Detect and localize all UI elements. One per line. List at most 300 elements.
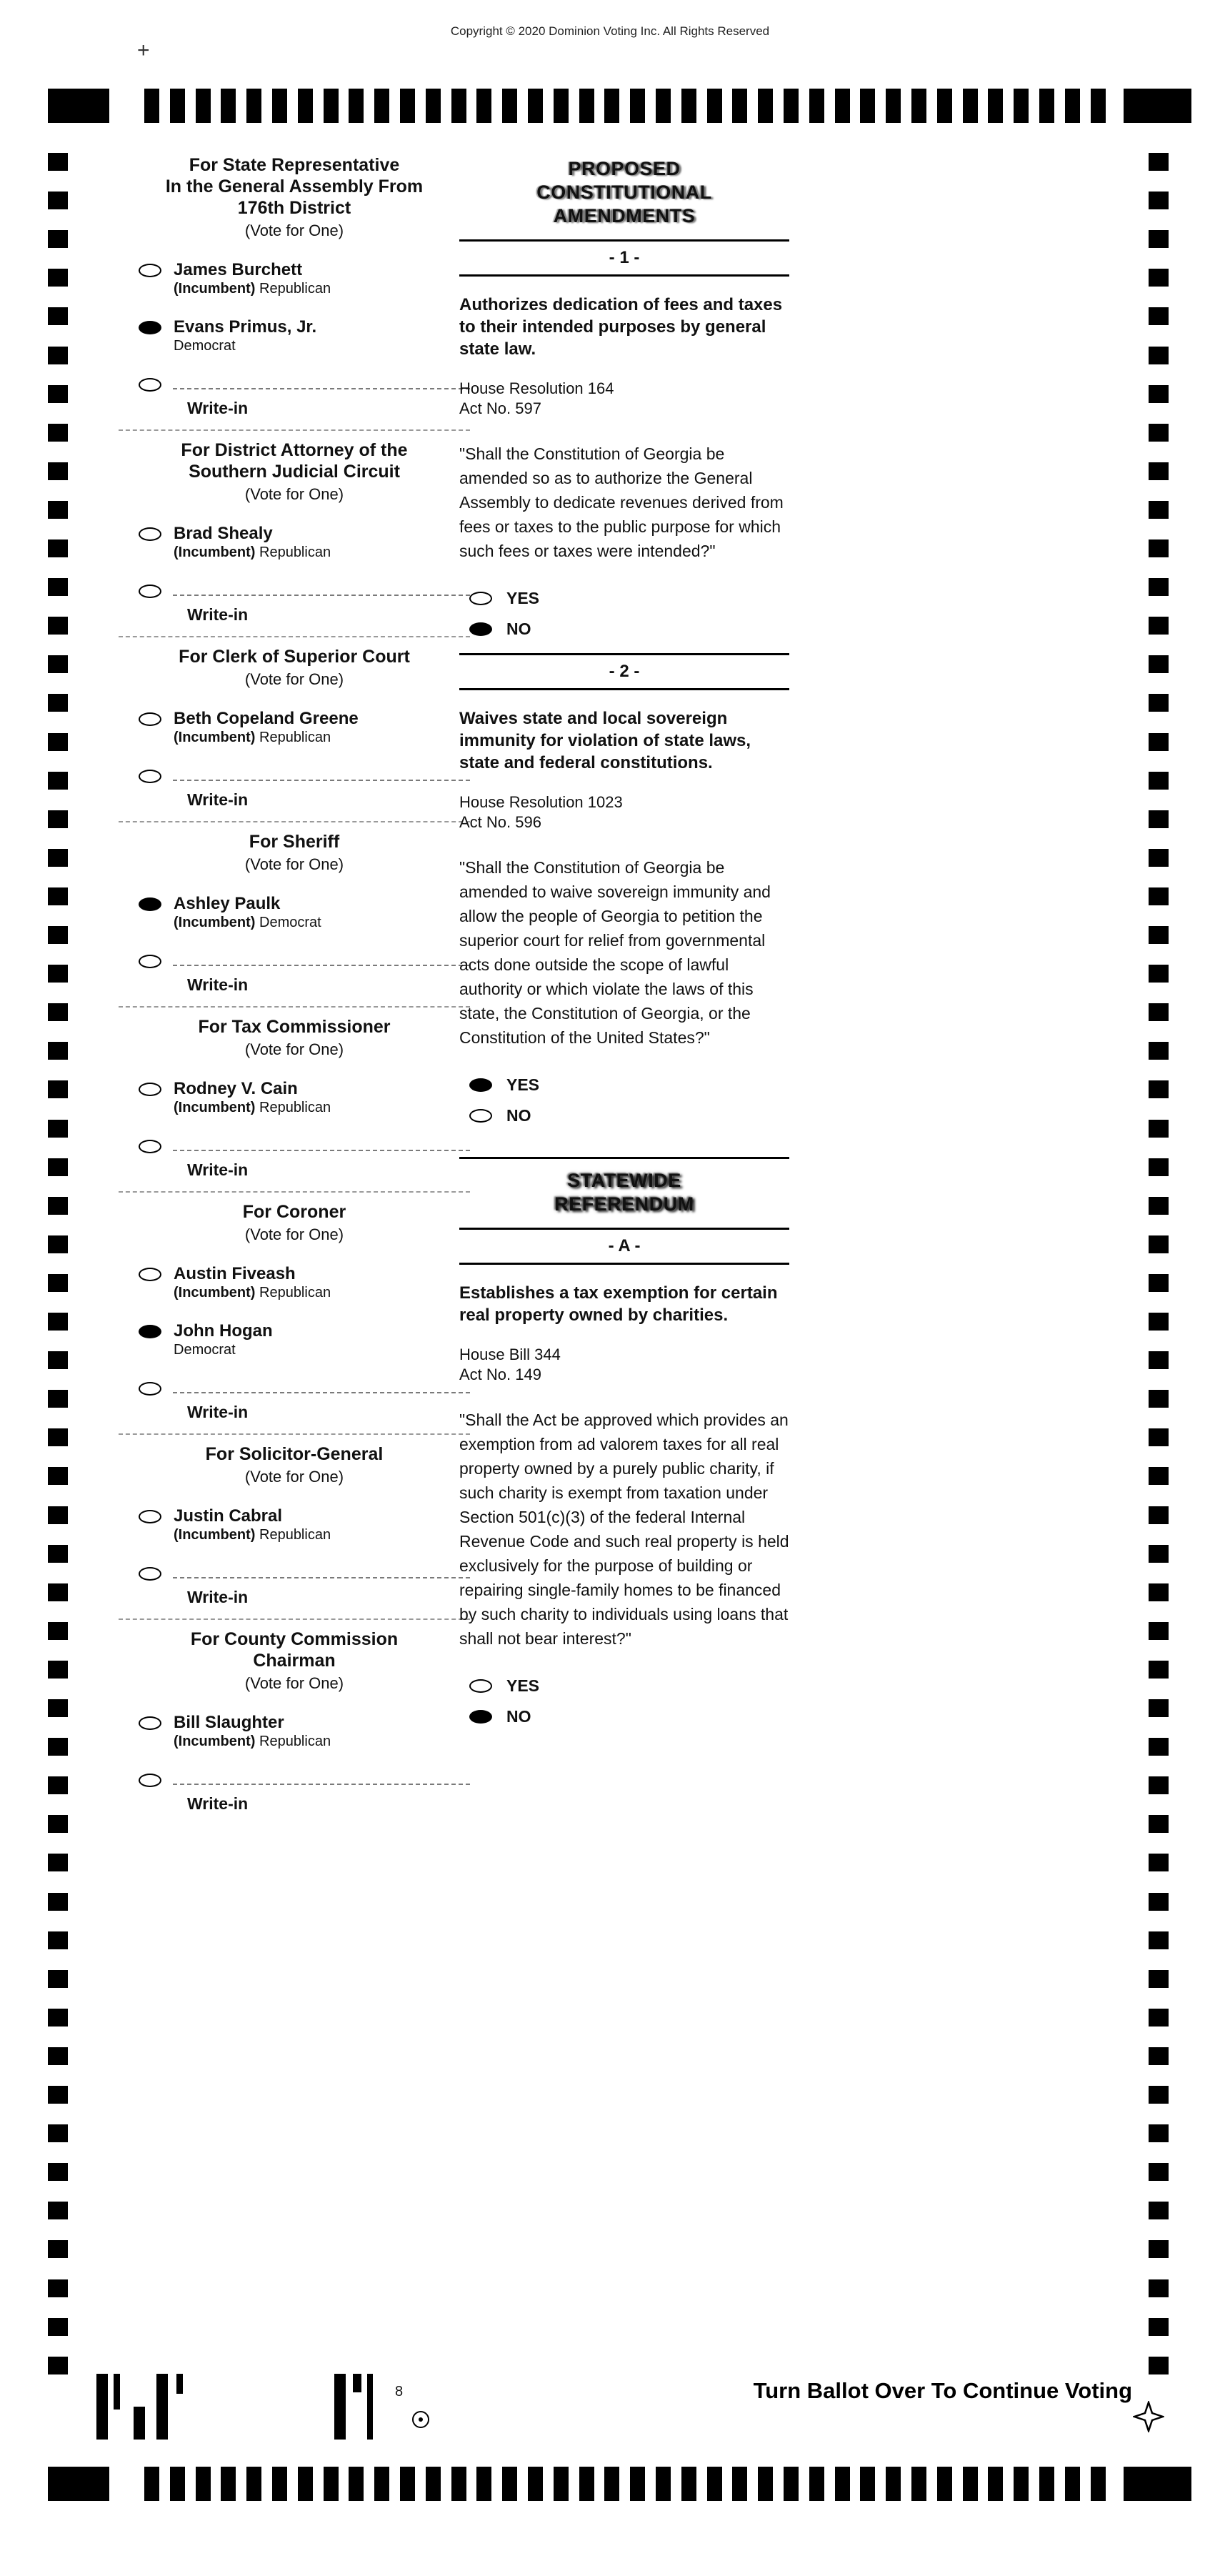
write-in-option — [139, 1774, 470, 1787]
timing-mark — [48, 1738, 68, 1756]
timing-mark — [48, 772, 68, 790]
timing-mark — [48, 1120, 68, 1138]
timing-mark — [48, 1274, 68, 1292]
candidate-name: John Hogan — [174, 1321, 273, 1341]
write-in-option — [139, 1382, 470, 1396]
timing-mark — [1149, 2202, 1169, 2219]
timing-mark — [1149, 1506, 1169, 1524]
candidate-option — [139, 1264, 470, 1302]
measure-summary: Establishes a tax exemption for certain real property owned by charities. — [459, 1283, 778, 1325]
timing-mark — [1149, 1661, 1169, 1679]
candidate-name: Ashley Paulk — [174, 894, 281, 913]
timing-mark — [886, 89, 901, 123]
contest-title — [119, 154, 470, 219]
timing-mark — [1149, 1080, 1169, 1098]
timing-mark — [502, 89, 517, 123]
reference-line: House Resolution 1023 — [459, 793, 623, 811]
candidate-detail — [174, 1733, 331, 1751]
no-oval[interactable] — [469, 1109, 492, 1123]
contest-title-line: For Coroner — [242, 1202, 346, 1222]
timing-mark — [48, 2124, 68, 2142]
party-label: Democrat — [259, 915, 321, 930]
timing-mark — [1149, 501, 1169, 519]
vote-for-instruction: (Vote for One) — [244, 222, 344, 239]
timing-mark — [1149, 2086, 1169, 2104]
timing-mark — [1149, 1274, 1169, 1292]
incumbent-label: (Incumbent) — [174, 915, 256, 930]
contest-title-line: For County Commission — [190, 1629, 399, 1649]
write-in-label: Write-in — [187, 399, 249, 417]
timing-mark — [1149, 2279, 1169, 2297]
timing-mark — [784, 2467, 799, 2501]
timing-mark — [298, 2467, 313, 2501]
write-in-oval[interactable] — [139, 1140, 161, 1153]
timing-mark — [1065, 2467, 1080, 2501]
timing-mark — [48, 1467, 68, 1485]
timing-mark — [48, 2318, 68, 2336]
unmarked-oval[interactable] — [139, 1510, 161, 1523]
candidate-option — [139, 1506, 470, 1544]
timing-mark — [48, 733, 68, 751]
write-in-option — [139, 1140, 470, 1153]
timing-mark — [246, 89, 261, 123]
timing-mark — [48, 424, 68, 442]
ballot-barcode — [96, 2374, 468, 2442]
reference-line: Act No. 149 — [459, 1366, 541, 1383]
measure-reference — [459, 379, 789, 419]
candidate-option — [139, 709, 470, 747]
write-in-oval[interactable] — [139, 955, 161, 968]
write-in-line[interactable] — [173, 381, 470, 389]
party-label: Republican — [259, 281, 331, 297]
timing-mark — [554, 2467, 569, 2501]
timing-mark — [48, 269, 68, 287]
write-in-oval[interactable] — [139, 1567, 161, 1581]
timing-mark — [732, 2467, 747, 2501]
timing-mark — [1149, 772, 1169, 790]
candidate-text — [174, 317, 316, 355]
timing-mark — [1149, 2163, 1169, 2181]
timing-mark — [48, 2086, 68, 2104]
timing-mark — [1149, 2318, 1169, 2336]
timing-mark — [604, 2467, 619, 2501]
timing-mark — [353, 2374, 361, 2392]
timing-mark — [451, 2467, 466, 2501]
reference-line: Act No. 597 — [459, 399, 541, 417]
timing-mark — [48, 2467, 109, 2501]
unmarked-oval[interactable] — [139, 264, 161, 277]
timing-mark — [48, 1583, 68, 1601]
turn-ballot-over-text: Turn Ballot Over To Continue Voting — [753, 2378, 1132, 2403]
candidate-detail — [174, 914, 321, 932]
contest-title-line: In the General Assembly From — [165, 176, 424, 197]
timing-mark — [144, 2467, 159, 2501]
timing-mark — [48, 1313, 68, 1331]
contest-title — [119, 1628, 470, 1671]
timing-marks-right — [1149, 153, 1170, 2375]
timing-mark — [681, 2467, 696, 2501]
timing-mark — [48, 2009, 68, 2027]
reference-line: Act No. 596 — [459, 813, 541, 831]
contest-title-line: 176th District — [237, 198, 351, 218]
header-line: STATEWIDE — [567, 1170, 681, 1191]
timing-mark — [937, 89, 952, 123]
timing-mark — [1014, 2467, 1029, 2501]
unmarked-oval[interactable] — [139, 1083, 161, 1096]
timing-mark — [48, 347, 68, 364]
party-label: Republican — [259, 730, 331, 745]
timing-mark — [349, 89, 364, 123]
timing-mark — [630, 89, 645, 123]
timing-mark — [156, 2374, 168, 2440]
timing-mark — [579, 2467, 594, 2501]
write-in-oval[interactable] — [139, 1774, 161, 1787]
timing-mark — [221, 2467, 236, 2501]
vote-for-instruction: (Vote for One) — [244, 1040, 344, 1058]
candidate-name: Rodney V. Cain — [174, 1079, 298, 1098]
write-in-line[interactable] — [173, 772, 470, 781]
timing-mark — [48, 1545, 68, 1563]
write-in-label: Write-in — [187, 1588, 249, 1606]
write-in-line[interactable] — [173, 1776, 470, 1785]
timing-mark — [630, 2467, 645, 2501]
timing-mark — [48, 1661, 68, 1679]
timing-mark — [324, 2467, 339, 2501]
timing-mark — [1149, 1120, 1169, 1138]
timing-mark — [221, 89, 236, 123]
measure-reference — [459, 1345, 789, 1385]
contest-title-line: For Tax Commissioner — [198, 1017, 391, 1037]
measures-column — [459, 154, 789, 1741]
candidate-text — [174, 1506, 331, 1544]
timing-mark — [1149, 1622, 1169, 1640]
candidate-option — [139, 1321, 470, 1359]
candidate-name: Austin Fiveash — [174, 1264, 296, 1283]
timing-mark — [374, 2467, 389, 2501]
timing-mark — [298, 89, 313, 123]
write-in-oval[interactable] — [139, 1382, 161, 1396]
candidate-option — [139, 894, 470, 932]
timing-mark — [732, 89, 747, 123]
timing-mark — [48, 1893, 68, 1911]
choice-no — [469, 1707, 789, 1726]
timing-mark — [528, 2467, 543, 2501]
timing-mark — [451, 89, 466, 123]
incumbent-label: (Incumbent) — [174, 1285, 256, 1301]
timing-mark — [1149, 578, 1169, 596]
write-in-option — [139, 585, 470, 598]
timing-mark — [48, 926, 68, 944]
timing-mark — [758, 2467, 773, 2501]
write-in-label: Write-in — [187, 1794, 249, 1813]
write-in-option — [139, 378, 470, 392]
candidate-detail — [174, 1284, 331, 1302]
timing-mark — [48, 2202, 68, 2219]
timing-mark — [1149, 539, 1169, 557]
timing-mark — [367, 2374, 373, 2440]
marked-oval[interactable] — [139, 321, 161, 334]
candidate-text — [174, 709, 359, 747]
choice-label: NO — [506, 1106, 531, 1125]
timing-mark — [48, 1931, 68, 1949]
timing-mark — [48, 1080, 68, 1098]
timing-mark — [400, 89, 415, 123]
candidate-text — [174, 1079, 331, 1117]
write-in-oval[interactable] — [139, 585, 161, 598]
timing-mark — [48, 1390, 68, 1408]
candidate-text — [174, 1264, 331, 1302]
contest-5 — [119, 1191, 470, 1433]
timing-mark — [1149, 2240, 1169, 2258]
incumbent-label: (Incumbent) — [174, 544, 256, 560]
timing-mark — [196, 2467, 211, 2501]
candidate-option — [139, 1079, 470, 1117]
measure-reference — [459, 792, 789, 832]
timing-mark — [860, 89, 875, 123]
timing-mark — [48, 655, 68, 673]
timing-mark — [48, 1351, 68, 1369]
unmarked-oval[interactable] — [139, 527, 161, 541]
contests-column — [119, 146, 470, 1825]
timing-mark — [374, 89, 389, 123]
timing-mark — [1091, 2467, 1106, 2501]
unmarked-oval[interactable] — [139, 1716, 161, 1730]
timing-mark — [1149, 1970, 1169, 1988]
vote-for-instruction: (Vote for One) — [244, 670, 344, 688]
timing-mark — [1124, 89, 1191, 123]
measure-number: - A - — [459, 1228, 789, 1265]
timing-mark — [1149, 887, 1169, 905]
timing-mark — [48, 230, 68, 248]
timing-mark — [48, 2279, 68, 2297]
timing-mark — [48, 539, 68, 557]
timing-mark — [1149, 424, 1169, 442]
candidate-name: Evans Primus, Jr. — [174, 317, 317, 337]
candidate-option — [139, 1713, 470, 1751]
contest-title-line: For District Attorney of the — [181, 440, 408, 460]
contest-3 — [119, 821, 470, 1006]
timing-mark — [502, 2467, 517, 2501]
write-in-line[interactable] — [173, 1570, 470, 1578]
timing-mark — [48, 385, 68, 403]
candidate-name: James Burchett — [174, 260, 303, 279]
candidate-option — [139, 260, 470, 298]
party-label: Democrat — [174, 338, 236, 354]
incumbent-label: (Incumbent) — [174, 1100, 256, 1115]
timing-mark — [1091, 89, 1106, 123]
timing-mark — [476, 2467, 491, 2501]
choice-yes — [469, 589, 789, 608]
timing-mark — [937, 2467, 952, 2501]
timing-mark — [48, 462, 68, 480]
write-in-oval[interactable] — [139, 770, 161, 783]
timing-mark — [835, 2467, 850, 2501]
timing-mark — [476, 89, 491, 123]
timing-mark — [1149, 849, 1169, 867]
timing-mark — [1149, 2009, 1169, 2027]
yes-oval[interactable] — [469, 1679, 492, 1693]
timing-mark — [1149, 617, 1169, 635]
timing-mark — [707, 2467, 722, 2501]
write-in-line[interactable] — [173, 1385, 470, 1393]
yes-oval-marked[interactable] — [469, 1078, 492, 1092]
contest-4 — [119, 1006, 470, 1191]
contest-6 — [119, 1433, 470, 1618]
measure-summary: Waives state and local sovereign immunity for violation of state laws, state and federal constitutions. — [459, 709, 751, 772]
write-in-label: Write-in — [187, 1160, 249, 1179]
timing-mark — [48, 307, 68, 325]
header-line: REFERENDUM — [554, 1193, 694, 1215]
timing-mark — [1149, 1003, 1169, 1021]
write-in-line[interactable] — [173, 958, 470, 966]
timing-marks-bottom — [48, 2467, 1191, 2501]
timing-mark — [656, 89, 671, 123]
candidate-text — [174, 894, 321, 932]
timing-mark — [1149, 1583, 1169, 1601]
timing-mark — [963, 2467, 978, 2501]
registration-target-icon — [412, 2411, 429, 2428]
timing-mark — [144, 89, 159, 123]
choice-label: YES — [506, 1676, 540, 1695]
timing-mark — [1149, 307, 1169, 325]
timing-mark — [1149, 810, 1169, 828]
party-label: Democrat — [174, 1342, 236, 1358]
choice-yes — [469, 1075, 789, 1095]
timing-mark — [114, 2374, 120, 2410]
timing-mark — [988, 2467, 1003, 2501]
choice-no — [469, 620, 789, 639]
measure-section-4 — [459, 1228, 789, 1741]
timing-mark — [1014, 89, 1029, 123]
timing-mark — [48, 153, 68, 171]
timing-mark — [48, 2047, 68, 2065]
timing-mark — [579, 89, 594, 123]
candidate-option — [139, 524, 470, 562]
timing-mark — [528, 89, 543, 123]
timing-mark — [1149, 694, 1169, 712]
timing-mark — [324, 89, 339, 123]
timing-mark — [48, 1854, 68, 1871]
contest-title-line: For Clerk of Superior Court — [179, 647, 410, 667]
contest-1 — [119, 429, 470, 636]
registration-plus-mark: + — [137, 39, 150, 62]
yes-oval[interactable] — [469, 592, 492, 605]
timing-mark — [1149, 2047, 1169, 2065]
timing-mark — [1149, 385, 1169, 403]
contest-title — [119, 1201, 470, 1223]
timing-mark — [835, 89, 850, 123]
contest-2 — [119, 636, 470, 821]
measure-question: "Shall the Constitution of Georgia be amended so as to authorize the General Assembly to dedicate revenues derived from fees or taxes to the public purpose for which such fees or taxes were intended?" — [459, 444, 784, 560]
write-in-label: Write-in — [187, 605, 249, 624]
timing-mark — [48, 694, 68, 712]
timing-mark — [707, 89, 722, 123]
candidate-name: Bill Slaughter — [174, 1713, 284, 1732]
timing-mark — [860, 2467, 875, 2501]
timing-mark — [963, 89, 978, 123]
party-label: Republican — [259, 544, 331, 560]
timing-mark — [48, 1042, 68, 1060]
timing-mark — [48, 1622, 68, 1640]
unmarked-oval[interactable] — [139, 1268, 161, 1281]
measure-section-2 — [459, 653, 789, 1140]
contest-title — [119, 1443, 470, 1465]
timing-mark — [1149, 1428, 1169, 1446]
timing-mark — [911, 89, 926, 123]
reference-line: House Bill 344 — [459, 1346, 561, 1363]
header-line: CONSTITUTIONAL — [536, 181, 712, 203]
write-in-label: Write-in — [187, 790, 249, 809]
contest-title-line: Chairman — [253, 1651, 336, 1671]
write-in-line[interactable] — [173, 587, 470, 596]
candidate-detail — [174, 729, 359, 747]
measure-question: "Shall the Constitution of Georgia be amended to waive sovereign immunity and allow the people of Georgia to petition the superior court for relief from governmental acts done outside the scope of lawful authority or which violate the laws of this state, the Constitution of Georgia, or the Constitution of the United States?" — [459, 858, 771, 1047]
timing-mark — [196, 89, 211, 123]
timing-mark — [48, 501, 68, 519]
copyright-text: Copyright © 2020 Dominion Voting Inc. All Rights Reserved — [450, 24, 770, 38]
barcode-digit: 8 — [395, 2384, 404, 2400]
timing-mark — [1149, 965, 1169, 983]
timing-mark — [1149, 1351, 1169, 1369]
timing-mark — [681, 89, 696, 123]
choice-label: YES — [506, 589, 540, 607]
timing-mark — [400, 2467, 415, 2501]
write-in-option — [139, 955, 470, 968]
timing-mark — [1149, 230, 1169, 248]
unmarked-oval[interactable] — [139, 712, 161, 726]
no-oval-marked[interactable] — [469, 1710, 492, 1724]
timing-mark — [426, 2467, 441, 2501]
marked-oval[interactable] — [139, 1325, 161, 1338]
timing-mark — [48, 1428, 68, 1446]
party-label: Republican — [259, 1734, 331, 1749]
reference-line: House Resolution 164 — [459, 379, 614, 397]
timing-mark — [48, 1003, 68, 1021]
timing-mark — [272, 89, 287, 123]
timing-mark — [758, 89, 773, 123]
write-in-line[interactable] — [173, 1143, 470, 1151]
timing-marks-left — [48, 153, 69, 2375]
choice-yes — [469, 1676, 789, 1696]
timing-mark — [809, 89, 824, 123]
timing-mark — [48, 89, 109, 123]
vote-for-instruction: (Vote for One) — [244, 485, 344, 503]
write-in-oval[interactable] — [139, 378, 161, 392]
timing-mark — [246, 2467, 261, 2501]
timing-mark — [809, 2467, 824, 2501]
candidate-detail — [174, 337, 316, 355]
measure-question: "Shall the Act be approved which provides an exemption from ad valorem taxes for all real property owned by a purely public charity, if such charity is exempt from taxation under Section 501(c)(3) of the federal Internal Revenue Code and such real property is held exclusively for the purpose of building or repairing single-family homes to be financed by such charity to individuals using loans that shall not bear interest?" — [459, 1411, 789, 1648]
timing-mark — [554, 89, 569, 123]
timing-mark — [1149, 1815, 1169, 1833]
contest-title — [119, 439, 470, 482]
referendum-header — [459, 1157, 789, 1228]
write-in-label: Write-in — [187, 975, 249, 994]
measure-number: - 2 - — [459, 653, 789, 690]
party-label: Republican — [259, 1100, 331, 1115]
timing-mark — [48, 849, 68, 867]
timing-mark — [272, 2467, 287, 2501]
timing-mark — [48, 1506, 68, 1524]
incumbent-label: (Incumbent) — [174, 1734, 256, 1749]
marked-oval[interactable] — [139, 897, 161, 911]
contest-7 — [119, 1618, 470, 1825]
candidate-text — [174, 1713, 331, 1751]
vote-for-instruction: (Vote for One) — [244, 1468, 344, 1486]
timing-mark — [1149, 1893, 1169, 1911]
incumbent-label: (Incumbent) — [174, 281, 256, 297]
no-oval-marked[interactable] — [469, 622, 492, 636]
